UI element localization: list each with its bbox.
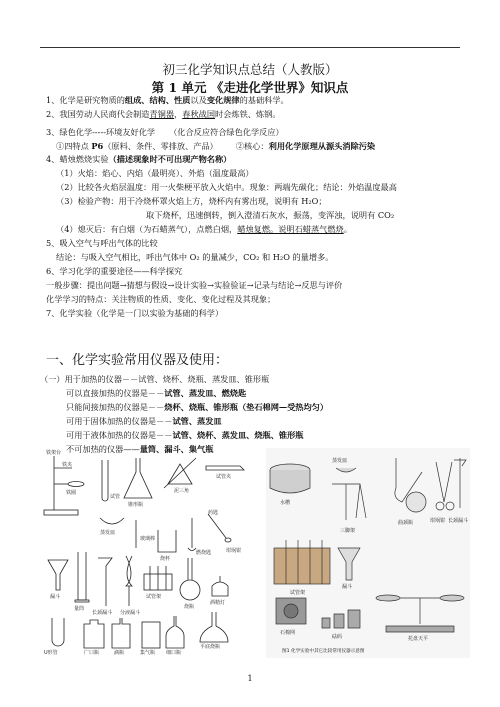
label-glass-rod: 玻璃棒 [140, 536, 156, 542]
label-flat-flask: 平底烧瓶 [200, 644, 221, 650]
point-1: 1、化学是研究物质的组成、结构、性质以及变化规律的基础科学。 [46, 95, 289, 105]
label-retort: 曲颈瓶 [398, 520, 414, 526]
label-gas-jar: 集气瓶 [140, 650, 156, 656]
label-iron-ring: 铁圈 [66, 490, 77, 496]
apparatus-drawing-left [40, 448, 262, 658]
page-number: 1 [247, 674, 253, 683]
label-r-long-funnel: 长颈漏斗 [448, 518, 469, 524]
label-wide-bottle: 广口瓶 [84, 650, 100, 656]
label-sep-funnel: 分液漏斗 [120, 610, 141, 616]
section-line-2: 可以直接加热的仪器是－－试管、蒸发皿、燃烧匙 [66, 388, 247, 398]
label-crucible-tongs: 坩埚钳 [226, 548, 242, 554]
label-clay-triangle: 泥三角 [174, 488, 190, 494]
section-line-1: （一）用于加热的仪器－－试管、烧杯、烧瓶、蒸发皿、锥形瓶 [40, 374, 270, 384]
point-4-flame: （1）火焰：焰心、内焰（最明亮）、外焰（温度最高） [56, 168, 254, 178]
label-water-trough: 水槽 [280, 500, 291, 506]
label-weights: 砝码 [332, 634, 343, 640]
apparatus-figure [40, 448, 470, 658]
unit-title: 第 1 单元 《走进化学世界》知识点 [151, 80, 349, 95]
apparatus-drawing-right [266, 448, 470, 658]
label-flask: 烧瓶 [184, 604, 195, 610]
point-3-detail: ①四特点 P6（原料、条件、零排放、产品） ②核心：利用化学原理从源头消除污染 [56, 141, 376, 151]
point-6: 6、学习化学的重要途径——科学探究 [46, 266, 183, 276]
point-4-co2: 取下烧杯，迅速倒转，倒入澄清石灰水，振荡，变浑浊，说明有 CO₂ [146, 210, 395, 220]
label-cylinder: 量筒 [74, 606, 85, 612]
label-tube-rack: 试管架 [146, 594, 162, 600]
label-u-tube: U形管 [44, 650, 58, 656]
label-r-tongs: 坩埚钳 [430, 518, 446, 524]
label-evap-dish: 蒸发皿 [100, 530, 116, 536]
section-heading: 一、化学实验常用仪器及使用： [46, 353, 229, 368]
point-4-temperature: （2）比较各火焰层温度：用一火柴梗平放入火焰中。现象：两端先碳化；结论：外焰温度最高 [56, 182, 397, 192]
label-beaker: 烧杯 [160, 556, 171, 562]
doc-title: 初三化学知识点总结（人教版） [162, 62, 338, 77]
label-tripod: 三脚架 [340, 528, 356, 534]
label-r-evap-dish: 蒸发皿 [332, 458, 348, 464]
label-alcohol-lamp: 酒精灯 [210, 600, 226, 606]
point-3: 3、绿色化学-----环境友好化学 （化合反应符合绿色化学反应） [46, 127, 284, 137]
label-burning-spoon: 燃烧匙 [196, 550, 212, 556]
label-long-funnel: 长颈漏斗 [92, 610, 113, 616]
label-balance: 托盘天平 [408, 636, 429, 642]
point-5-conclusion: 结论：与吸入空气相比，呼出气体中 O₂ 的量减少，CO₂ 和 H₂O 的量增多。 [56, 252, 334, 262]
section-line-4: 可用于固体加热的仪器是－－试管、蒸发皿 [66, 416, 222, 426]
label-iron-clamp: 铁夹 [62, 462, 73, 468]
point-4: 4、蜡烛燃烧实验（描述现象时不可出现产物名称） [46, 154, 232, 164]
label-conical-flask: 锥形瓶 [128, 502, 144, 508]
section-line-5: 可用于液体加热的仪器是－－试管、烧杯、蒸发皿、烧瓶、锥形瓶 [66, 430, 304, 440]
label-funnel: 漏斗 [50, 594, 61, 600]
section-line-6: 不可加热的仪器——量筒、漏斗、集气瓶 [66, 444, 214, 454]
label-r-tube-rack: 试管架 [290, 590, 306, 596]
point-5: 5、吸入空气与呼出气体的比较 [46, 238, 158, 248]
point-7: 7、化学实验（化学是一门以实验为基础的科学） [46, 308, 224, 318]
point-6-steps: 一般步骤：提出问题→猜想与假设→设计实验→实验验证→记录与结论→反思与评价 [46, 280, 343, 290]
label-spatula: 药匙 [208, 510, 219, 516]
label-drop-bottle: 滴瓶 [114, 650, 125, 656]
label-r-funnel: 漏斗 [342, 584, 353, 590]
point-6-features: 化学学习的特点：关注物质的性质、变化、变化过程及其现象； [46, 294, 276, 304]
point-4-products: （3）检验产物：用干冷烧杯罩火焰上方，烧杯内有雾出现，说明有 H₂O； [56, 196, 327, 206]
point-2: 2、我国劳动人民商代会制造青铜器，春秋战国时会炼铁、炼钢。 [46, 109, 281, 119]
label-test-tube: 试管 [110, 494, 121, 500]
section-line-3: 只能间接加热的仪器是－－烧杯、烧瓶、锥形瓶（垫石棉网—受热均匀） [66, 402, 329, 412]
point-4-extinguish: （4）熄灭后：有白烟（为石蜡蒸气），点燃白烟，蜡烛复燃。说明石蜡蒸气燃烧。 [56, 224, 352, 234]
label-asbestos-net: 石棉网 [280, 630, 296, 636]
header-rule [40, 47, 460, 48]
label-narrow-bottle: 细口瓶 [166, 650, 182, 656]
label-iron-stand: 铁架台 [46, 450, 62, 456]
figure-caption: 图1 化学实验中其它比较常用仪器示意图 [282, 649, 365, 654]
label-tube-holder: 试管夹 [216, 474, 232, 480]
